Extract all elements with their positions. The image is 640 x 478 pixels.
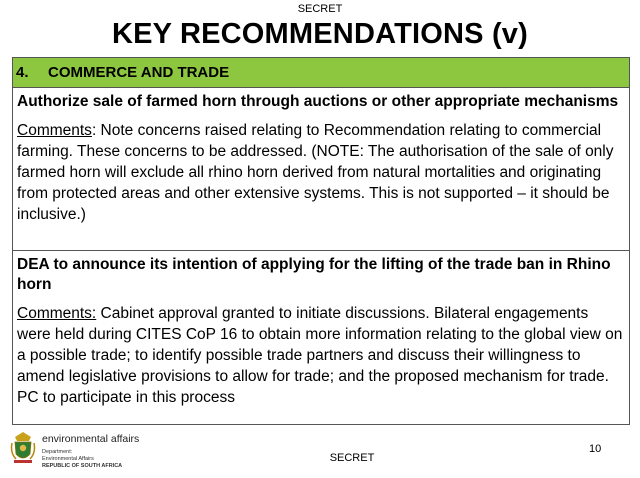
section-header (13, 58, 629, 88)
comment-label: Comments (17, 122, 92, 139)
comment-text: : Note concerns raised relating to Recommendation relating to commercial farming. These concerns to be addressed. (NOTE: The authorisation of the sale of only farmed horn will exclude all rhino horn derived from natural mortalities and originating from protected areas and other extensive systems. This is not supported – it should be inclusive.) (17, 122, 614, 223)
recommendations-table (12, 57, 630, 425)
classification-top: SECRET (297, 3, 343, 15)
recommendation-row (13, 251, 629, 424)
dept-line: Department: (42, 449, 73, 455)
recommendation-comment (17, 120, 625, 225)
department-logo (8, 424, 148, 472)
recommendation-text: DEA to announce its intention of applying for the lifting of the trade ban in Rhino horn (17, 256, 611, 293)
dept-line: REPUBLIC OF SOUTH AFRICA (42, 463, 123, 469)
recommendation-comment (17, 303, 625, 408)
dept-line: Environmental Affairs (42, 456, 94, 462)
section-number: 4. (16, 64, 29, 81)
page-number: 10 (589, 443, 602, 455)
section-title: COMMERCE AND TRADE (48, 64, 230, 81)
recommendation-text: Authorize sale of farmed horn through auctions or other appropriate mechanisms (17, 93, 619, 110)
comment-label: Comments: (17, 305, 97, 322)
classification-bottom: SECRET (329, 452, 375, 464)
recommendation-row (13, 88, 629, 251)
slide-title: KEY RECOMMENDATIONS (v) (112, 18, 528, 50)
comment-text: Cabinet approval granted to initiate discussions. Bilateral engagements were held during CITES CoP 16 to obtain more information relating to the global view on a possible trade; to identify possible trade partners and discuss their willingness to amend legislative provisions to allow for trade; and the proposed mechanism for trade. PC to participate in this process (17, 305, 623, 406)
brand-name: environmental affairs (42, 433, 140, 445)
